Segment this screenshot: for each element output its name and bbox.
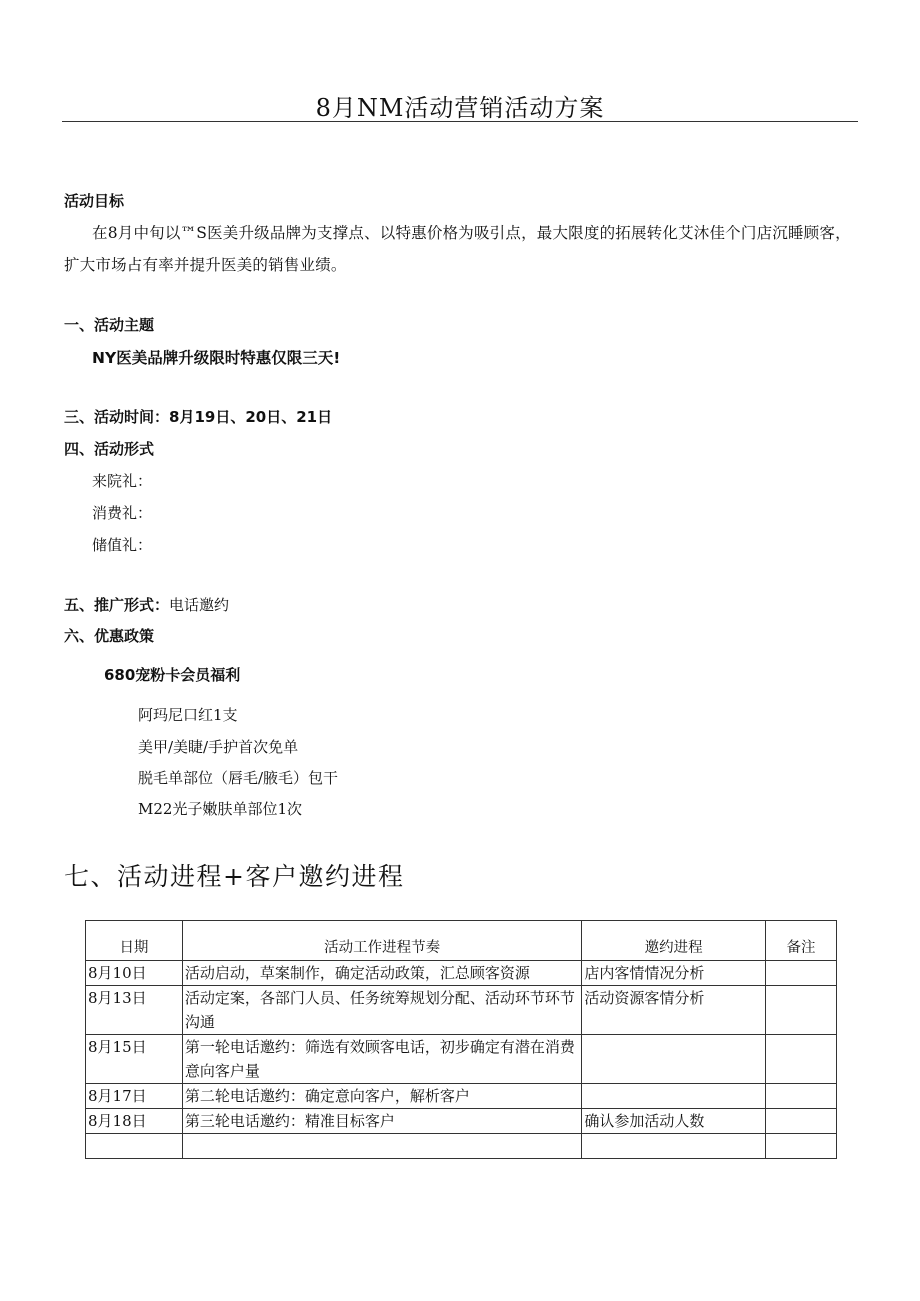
- policy-heading: 六、优惠政策: [64, 627, 155, 645]
- time-section: [64, 406, 332, 427]
- theme-text: NY医美品牌升级限时特惠仅限三天!: [92, 349, 341, 367]
- document-title: 8月NM活动营销活动方案: [315, 94, 605, 122]
- promotion-text: 电话邀约: [169, 596, 230, 614]
- promotion-section: [64, 594, 229, 615]
- table-row: [86, 1109, 837, 1134]
- cell-note: [766, 986, 837, 1035]
- policy-item: M22光子嫩肤单部位1次: [138, 800, 302, 818]
- cell-invite: [582, 1035, 766, 1084]
- table-row: [86, 961, 837, 986]
- table-row-empty: [86, 1134, 837, 1159]
- policy-card: 680宠粉卡会员福利: [104, 666, 241, 684]
- policy-item: 阿玛尼口红1支: [138, 706, 238, 724]
- cell-note: [766, 961, 837, 986]
- policy-item: 脱毛单部位（唇毛/腋毛）包干: [138, 769, 339, 787]
- cell-note: [766, 1035, 837, 1084]
- cell-date: 8月17日: [86, 1084, 183, 1109]
- cell-work: 活动定案，各部门人员、任务统筹规划分配、活动环节环节沟通: [182, 986, 581, 1035]
- cell-note: [766, 1084, 837, 1109]
- cell-work: 第一轮电话邀约：筛选有效顾客电话，初步确定有潜在消费意向客户量: [182, 1035, 581, 1084]
- policy-item: 美甲/美睫/手护首次免单: [138, 738, 299, 756]
- goal-heading: 活动目标: [64, 192, 125, 210]
- form-item: 来院礼：: [92, 472, 153, 490]
- table-row: [86, 1084, 837, 1109]
- schedule-heading: 七、活动进程+客户邀约进程: [64, 862, 405, 891]
- time-heading: 三、活动时间：: [64, 408, 170, 426]
- column-header-invite: 邀约进程: [582, 921, 766, 961]
- cell-work: 第三轮电话邀约：精准目标客户: [182, 1109, 581, 1134]
- column-header-note: 备注: [766, 921, 837, 961]
- table-row: [86, 986, 837, 1035]
- schedule-table: [85, 920, 837, 1159]
- cell-invite: [582, 1084, 766, 1109]
- table-header-row: [86, 921, 837, 961]
- cell-date: 8月18日: [86, 1109, 183, 1134]
- column-header-work: 活动工作进程节奏: [182, 921, 581, 961]
- cell-work: [182, 1134, 581, 1159]
- form-heading: 四、活动形式: [64, 440, 155, 458]
- form-item: 储值礼：: [92, 536, 153, 554]
- theme-heading: 一、活动主题: [64, 316, 155, 334]
- column-header-date: 日期: [86, 921, 183, 961]
- title-divider: [62, 121, 858, 122]
- promotion-heading: 五、推广形式：: [64, 596, 170, 614]
- cell-note: [766, 1109, 837, 1134]
- cell-date: 8月13日: [86, 986, 183, 1035]
- cell-invite: 活动资源客情分析: [582, 986, 766, 1035]
- cell-date: 8月10日: [86, 961, 183, 986]
- cell-invite: 店内客情情况分析: [582, 961, 766, 986]
- cell-work: 第二轮电话邀约：确定意向客户，解析客户: [182, 1084, 581, 1109]
- time-text: 8月19日、20日、21日: [169, 408, 333, 426]
- cell-note: [766, 1134, 837, 1159]
- cell-date: [86, 1134, 183, 1159]
- cell-date: 8月15日: [86, 1035, 183, 1084]
- cell-work: 活动启动，草案制作，确定活动政策，汇总顾客资源: [182, 961, 581, 986]
- cell-invite: 确认参加活动人数: [582, 1109, 766, 1134]
- table-row: [86, 1035, 837, 1084]
- cell-invite: [582, 1134, 766, 1159]
- goal-text: 在8月中旬以™S医美升级品牌为支撑点、以特惠价格为吸引点，最大限度的拓展转化艾沐佳个门店沉睡顾客，扩大市场占有率并提升医美的销售业绩。: [64, 224, 851, 274]
- form-item: 消费礼：: [92, 504, 153, 522]
